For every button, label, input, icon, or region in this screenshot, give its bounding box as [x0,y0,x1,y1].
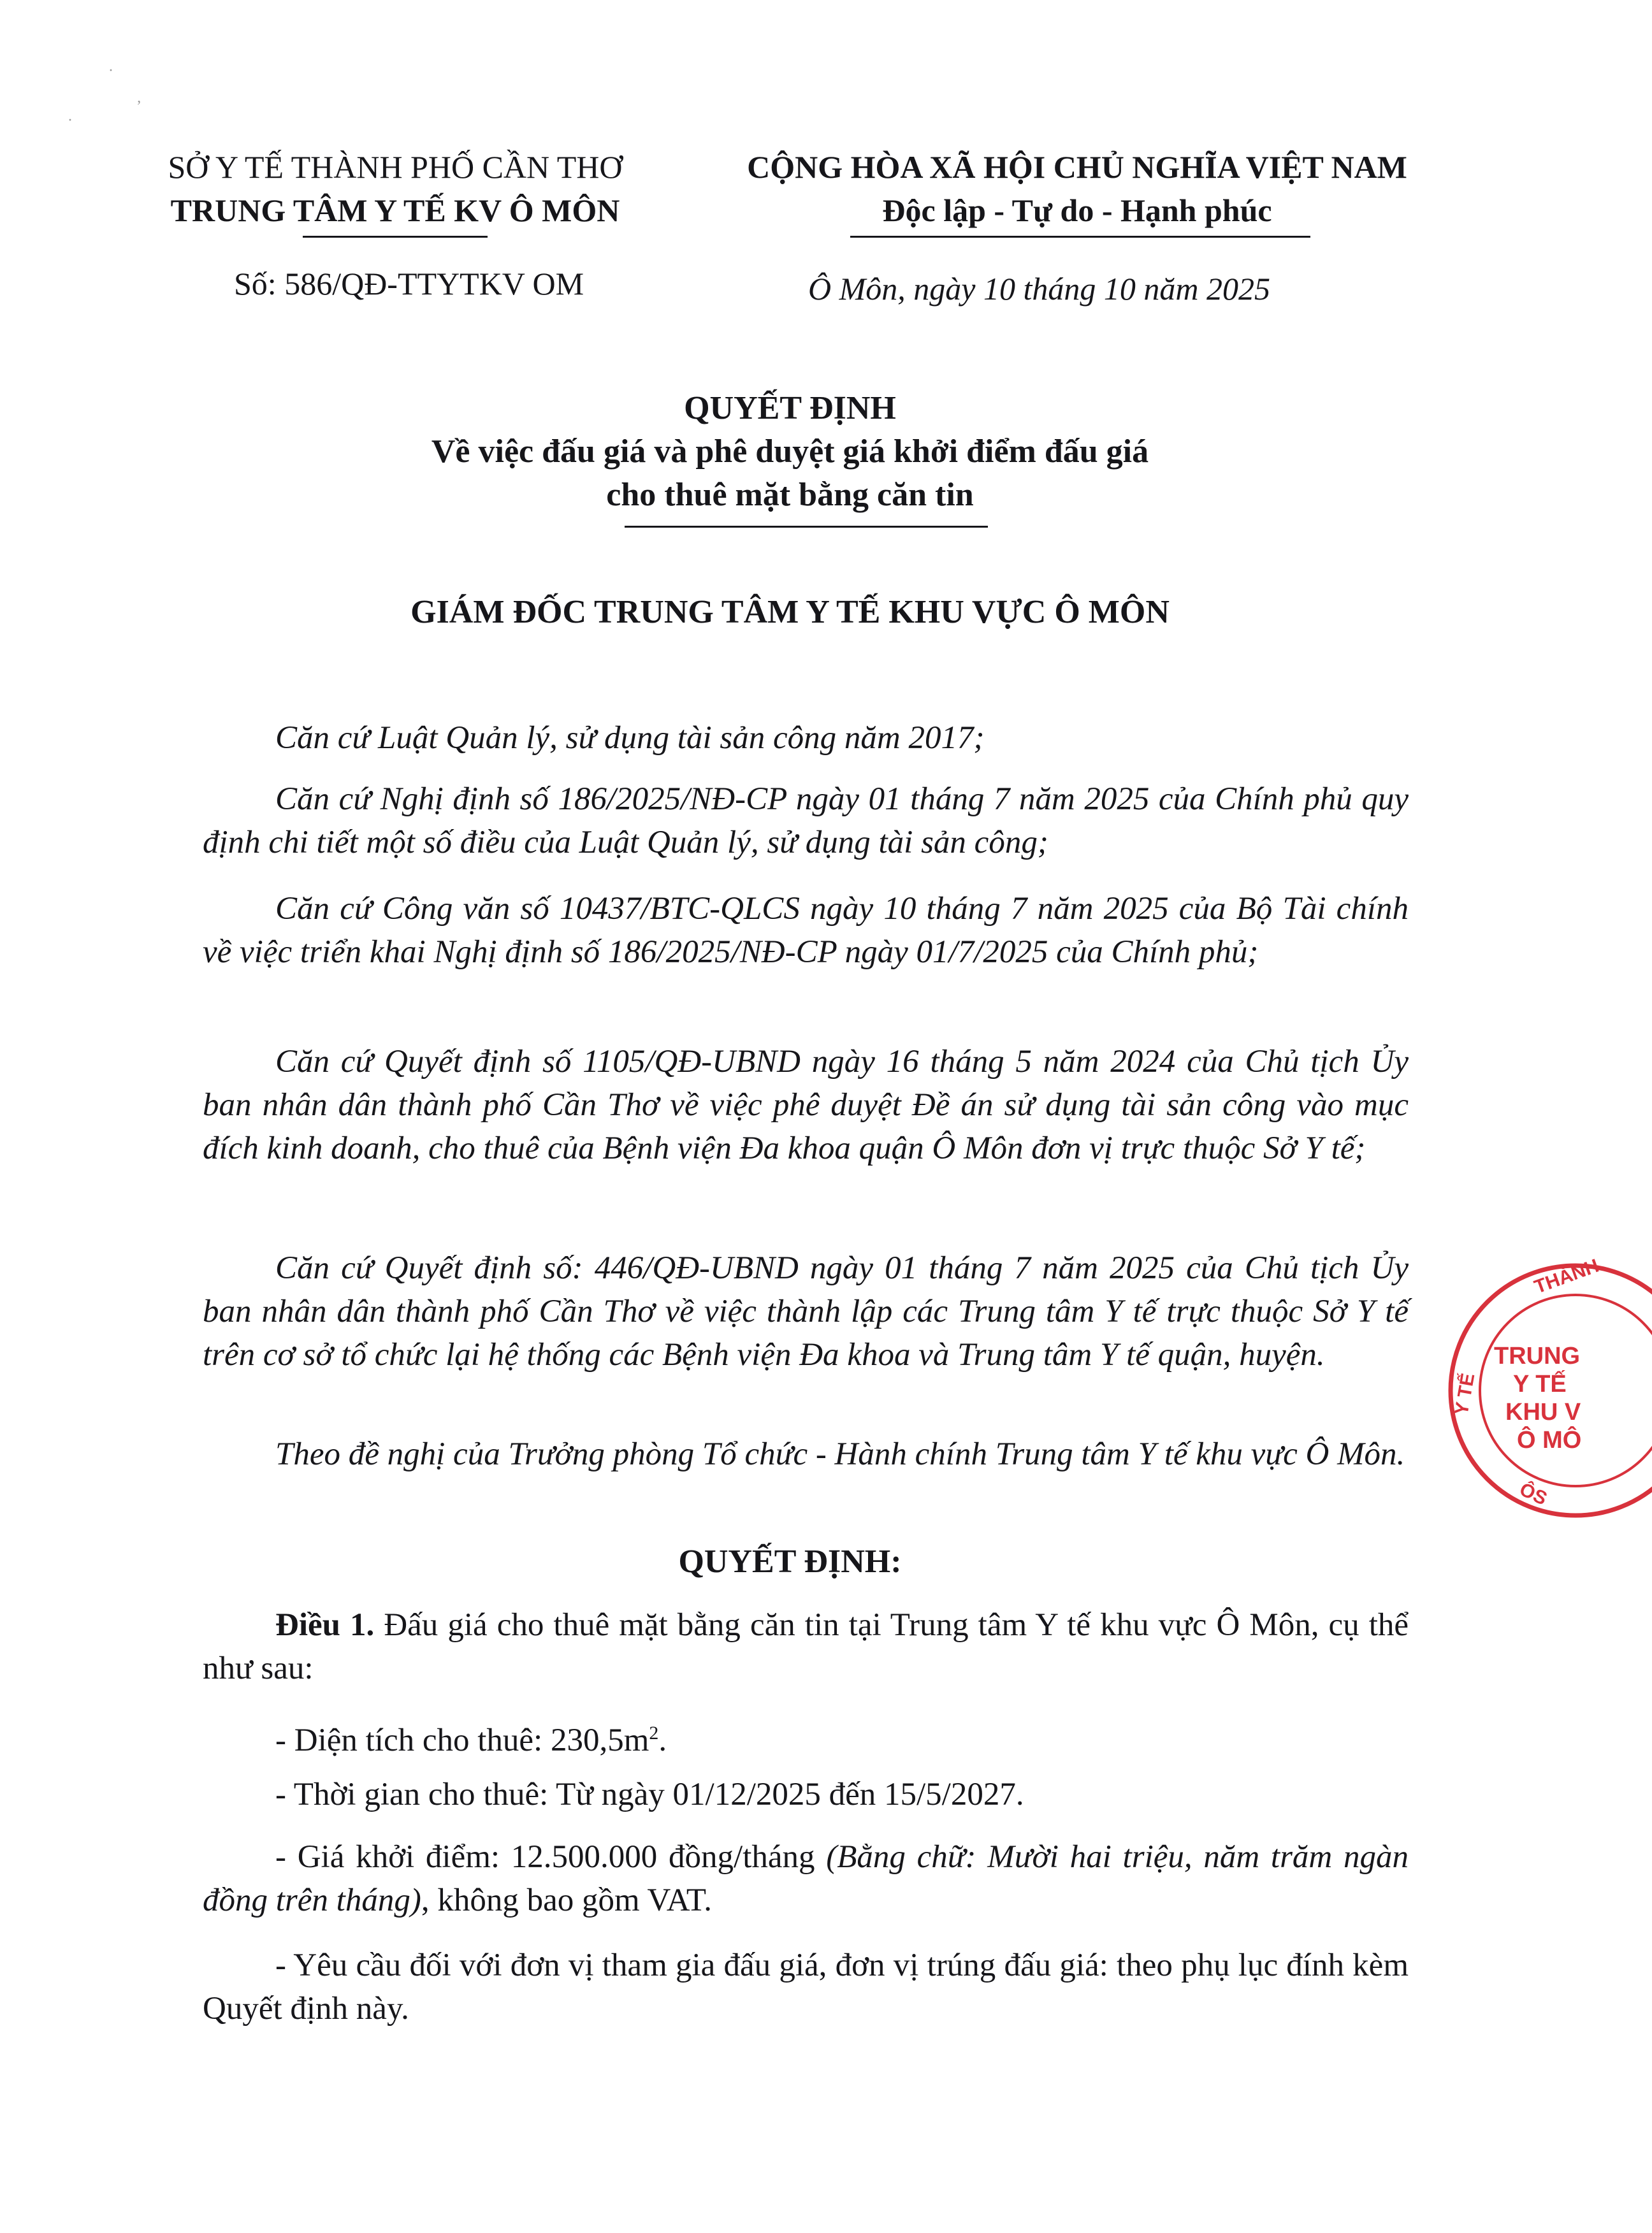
requirements-item: - Yêu cầu đối với đơn vị tham gia đấu giá, đơn vị trúng đấu giá: theo phụ lục đính kèm Quyết định này. [203,1948,1409,2027]
price-item [203,1835,1409,1922]
official-seal [1442,1257,1652,1524]
basis-paragraph: Căn cứ Nghị định số 186/2025/NĐ-CP ngày 01 tháng 7 năm 2025 của Chính phủ quy định chi tiết một số điều của Luật Quản lý, sử dụng tài sản công; [203,781,1409,860]
scan-mark: · [68,112,73,129]
subject-line-2: cho thuê mặt bằng căn tin [606,477,974,513]
basis-paragraph: Căn cứ Công văn số 10437/BTC-QLCS ngày 10 tháng 7 năm 2025 của Bộ Tài chính về việc triển khai Nghị định số 186/2025/NĐ-CP ngày 01/7/2025 của Chính phủ; [203,891,1409,970]
title-underline [625,526,988,528]
place-date: Ô Môn, ngày 10 tháng 10 năm 2025 [808,271,1270,307]
area-end: . [658,1723,667,1758]
scan-mark: ʼ [136,98,141,115]
document-heading: QUYẾT ĐỊNH [684,390,896,426]
basis-paragraph: Căn cứ Quyết định số: 446/QĐ-UBND ngày 01 tháng 7 năm 2025 của Chủ tịch Ủy ban nhân dân thành phố Cần Thơ về việc thành lập các Trung tâm Y tế trực thuộc Sở Y tế trên cơ sở tổ chức lại hệ thống các Bệnh viện Đa khoa và Trung tâm Y tế quận, huyện. [203,1250,1409,1373]
basis-paragraph: Căn cứ Luật Quản lý, sử dụng tài sản công năm 2017; [275,720,985,756]
area-unit-sup: 2 [649,1723,659,1744]
price-text: - Giá khởi điểm: 12.500.000 đồng/tháng [275,1839,827,1875]
article-1-text: Đấu giá cho thuê mặt bằng căn tin tại Trung tâm Y tế khu vực Ô Môn, cụ thể như sau: [203,1607,1409,1686]
price-words: (Bằng chữ: Mười hai triệu, năm trăm ngàn đồng trên tháng) [203,1839,1409,1918]
national-title [695,145,1460,232]
seal-bottom-text: ÔS [1516,1478,1551,1510]
issuing-agency [115,145,676,232]
scan-mark: · [108,62,113,79]
seal-side-text: Y TẾ [1451,1371,1479,1417]
authority-heading: GIÁM ĐỐC TRUNG TÂM Y TẾ KHU VỰC Ô MÔN [410,594,1170,630]
area-text: - Diện tích cho thuê: 230,5m [275,1723,649,1758]
agency-underline [303,236,488,238]
motto-underline [850,236,1310,238]
period-item: - Thời gian cho thuê: Từ ngày 01/12/2025 đến 15/5/2027. [275,1777,1024,1812]
article-1 [203,1603,1409,1690]
basis-paragraph: Theo đề nghị của Trưởng phòng Tổ chức - Hành chính Trung tâm Y tế khu vực Ô Môn. [275,1436,1405,1472]
basis-paragraph: Căn cứ Quyết định số 1105/QĐ-UBND ngày 16 tháng 5 năm 2024 của Chủ tịch Ủy ban nhân dân thành phố Cần Thơ về việc phê duyệt Đề án sử dụng tài sản công vào mục đích kinh doanh, cho thuê của Bệnh viện Đa khoa quận Ô Môn đơn vị trực thuộc Sở Y tế; [203,1044,1409,1166]
subject-line-1: Về việc đấu giá và phê duyệt giá khởi điểm đấu giá [431,433,1149,470]
agency-line-1: SỞ Y TẾ THÀNH PHỐ CẦN THƠ [168,149,623,185]
nation-line-1: CỘNG HÒA XÃ HỘI CHỦ NGHĨA VIỆT NAM [747,149,1407,185]
seal-ring-text: THÀNH [1532,1255,1602,1298]
decision-heading: QUYẾT ĐỊNH: [678,1543,902,1580]
area-item [203,1712,1409,1762]
seal-text: Y TẾ [1513,1371,1567,1398]
agency-line-2: TRUNG TÂM Y TẾ KV Ô MÔN [170,192,620,228]
article-1-label: Điều 1. [275,1607,375,1643]
price-end: , không bao gồm VAT. [421,1883,712,1918]
seal-text: KHU V [1505,1399,1581,1426]
seal-text: TRUNG [1494,1343,1581,1369]
seal-text: Ô MÔ [1517,1427,1582,1454]
nation-line-2: Độc lập - Tự do - Hạnh phúc [882,192,1272,228]
document-number: Số: 586/QĐ-TTYTKV OM [234,266,584,301]
